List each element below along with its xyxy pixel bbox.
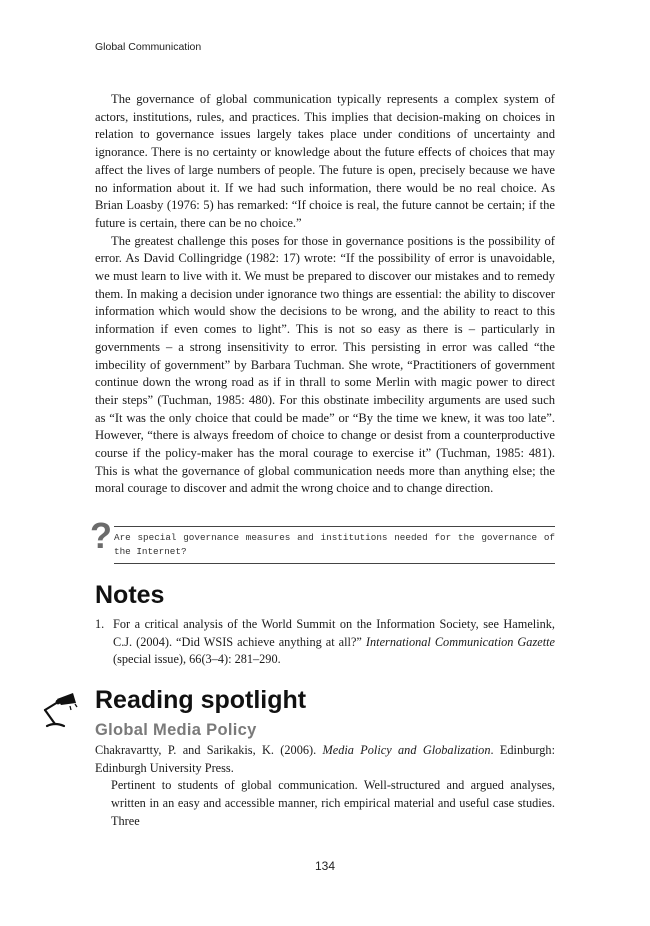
desk-lamp-icon <box>40 688 82 732</box>
note-number: 1. <box>95 617 105 631</box>
note-text-end: (special issue), 66(3–4): 281–290. <box>113 652 281 667</box>
discussion-question-box <box>90 515 555 566</box>
reading-spotlight-heading: Reading spotlight <box>95 686 307 714</box>
reading-spotlight-subheading: Global Media Policy <box>95 721 257 739</box>
question-mark-icon: ? <box>90 515 112 556</box>
note-text: For a critical analysis of the World Summit on the Information Society, see Hamelink, C.J. (2004). “Did WSIS achieve anything at all?” <box>113 617 555 649</box>
question-rule-bottom <box>114 563 555 564</box>
citation-publisher: . Edinburgh: Edinburgh University Press. <box>95 743 555 775</box>
body-text <box>95 91 555 498</box>
question-rule-top <box>114 526 555 527</box>
notes-heading: Notes <box>95 581 165 609</box>
citation-title: Media Policy and Globalization <box>322 743 491 757</box>
note-item <box>95 616 555 669</box>
body-paragraph: The greatest challenge this poses for those in governance positions is the possibility of error. As David Collingridge (1982: 17) wrote: “If the possibility of error is unavoidable, we must learn to live with it. We must be prepared to discover our mistakes and to remedy them. In making a decision under ignorance two things are essential: the ability to discover information which would show the decisions to be wrong, and the ability to react to this information if even comes to light”. This is not so easy as there is – particularly in governments – a strong insensitivity to error. This persisting in error was called “the imbecility of government” by Barbara Tuchman. She wrote, “Practitioners of government continue down the wrong road as if in thrall to some Merlin with magic power to direct their steps” (Tuchman, 1985: 480). For this obstinate imbecility arguments are used such as “It was the only choice that could be made” or “By the time we knew, it was too late”. However, “there is always freedom of choice to change or desist from a counterproductive course if the policy-maker has the moral courage to exercise it” (Tuchman, 1985: 481). This is what the governance of global communication needs more than anything else; the moral courage to discover and admit the wrong choice and to change direction. <box>95 233 555 496</box>
page-number: 134 <box>314 859 336 873</box>
reading-spotlight-body <box>95 742 555 831</box>
book-description: Pertinent to students of global communication. Well-structured and argued analyses, written in an easy and accessible manner, rich empirical material and useful case studies. Three <box>111 778 555 828</box>
body-paragraph: The governance of global communication typically represents a complex system of actors, institutions, rules, and practices. This implies that decision-making on choices in relation to governance issues largely takes place under conditions of uncertainty and ignorance. There is no certainty or knowledge about the future effects of choices that may affect the lives of large numbers of people. The future is open, precisely because we have no information about it. If we had such information, there would be no real choice. As Brian Loasby (1976: 5) has remarked: “If choice is real, the future cannot be certain; if the future is certain, there can be no choice.” <box>95 92 555 230</box>
notes-list <box>95 616 555 669</box>
note-journal-title: International Communication Gazette <box>365 634 555 649</box>
book-citation <box>95 742 555 777</box>
running-head: Global Communication <box>95 41 202 53</box>
question-text: Are special governance measures and institutions needed for the governance of the Internet? <box>114 532 555 557</box>
citation-authors: Chakravartty, P. and Sarikakis, K. (2006). <box>95 743 323 757</box>
